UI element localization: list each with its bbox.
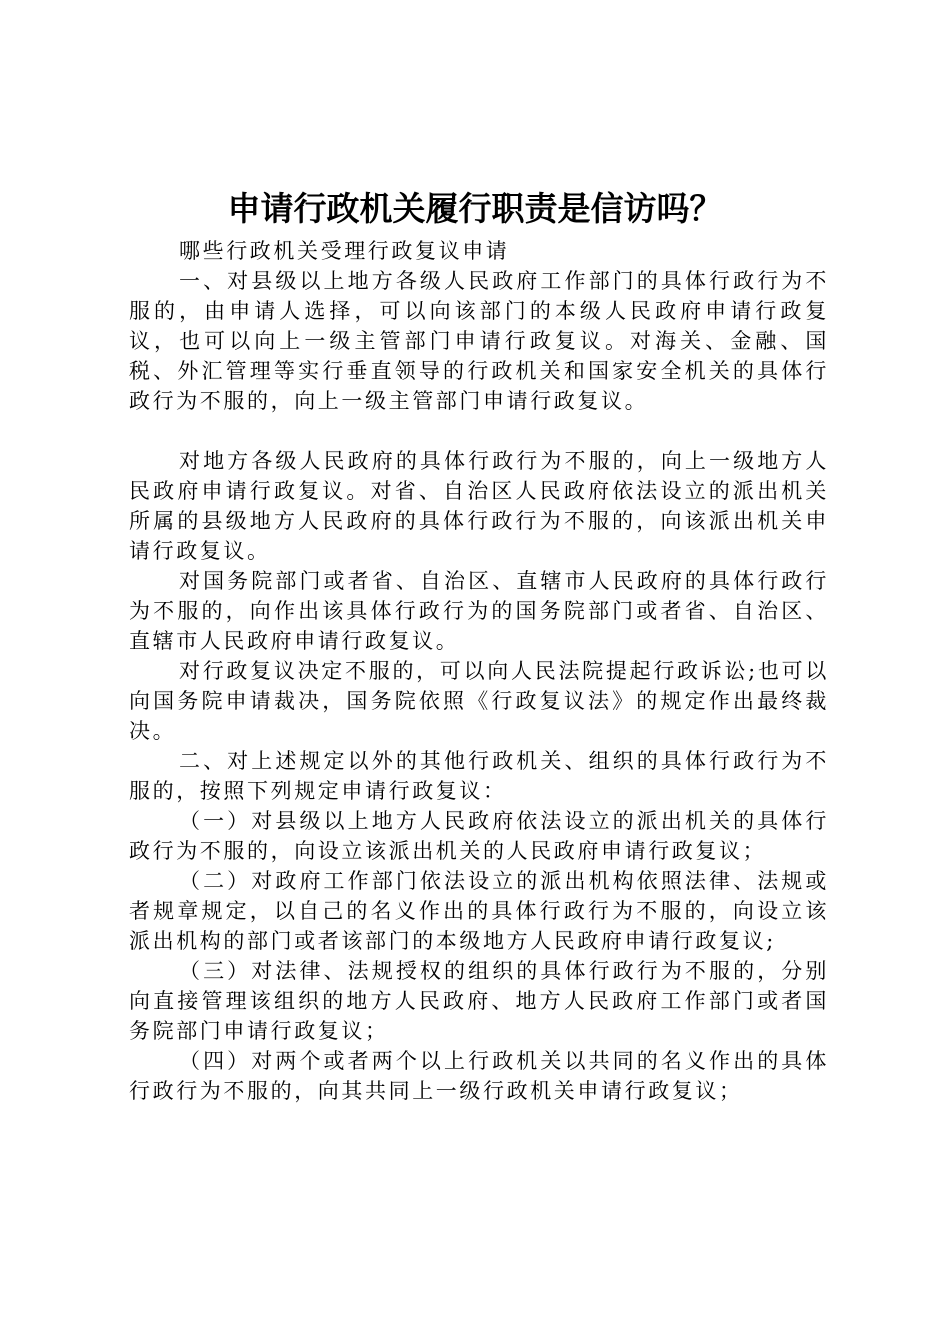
- document-title: 申请行政机关履行职责是信访吗？: [227, 189, 723, 228]
- paragraph: （四）对两个或者两个以上行政机关以共同的名义作出的具体行政行为不服的，向其共同上一级行政机关申请行政复议；: [129, 1049, 829, 1103]
- paragraph: 一、对县级以上地方各级人民政府工作部门的具体行政行为不服的，由申请人选择，可以向该部门的本级人民政府申请行政复议，也可以向上一级主管部门申请行政复议。对海关、金融、国税、外汇管理等实行垂直领导的行政机关和国家安全机关的具体行政行为不服的，向上一级主管部门申请行政复议。: [129, 269, 829, 413]
- paragraph: （二）对政府工作部门依法设立的派出机构依照法律、法规或者规章规定，以自己的名义作出的具体行政行为不服的，向设立该派出机构的部门或者该部门的本级地方人民政府申请行政复议;: [129, 869, 829, 953]
- paragraph: 对行政复议决定不服的，可以向人民法院提起行政诉讼;也可以向国务院申请裁决，国务院依照《行政复议法》的规定作出最终裁决。: [129, 659, 829, 743]
- document-body: [129, 236, 829, 1106]
- paragraph: 对国务院部门或者省、自治区、直辖市人民政府的具体行政行为不服的，向作出该具体行政行为的国务院部门或者省、自治区、直辖市人民政府申请行政复议。: [129, 569, 829, 653]
- paragraph: （三）对法律、法规授权的组织的具体行政行为不服的，分别向直接管理该组织的地方人民政府、地方人民政府工作部门或者国务院部门申请行政复议；: [129, 959, 829, 1043]
- paragraph: 对地方各级人民政府的具体行政行为不服的，向上一级地方人民政府申请行政复议。对省、自治区人民政府依法设立的派出机关所属的县级地方人民政府的具体行政行为不服的，向该派出机关申请行政复议。: [129, 449, 829, 563]
- paragraph: 二、对上述规定以外的其他行政机关、组织的具体行政行为不服的，按照下列规定申请行政复议：: [129, 749, 829, 803]
- paragraph-subheading: 哪些行政机关受理行政复议申请: [179, 239, 510, 263]
- paragraph: （一）对县级以上地方人民政府依法设立的派出机关的具体行政行为不服的，向设立该派出机关的人民政府申请行政复议；: [129, 809, 829, 863]
